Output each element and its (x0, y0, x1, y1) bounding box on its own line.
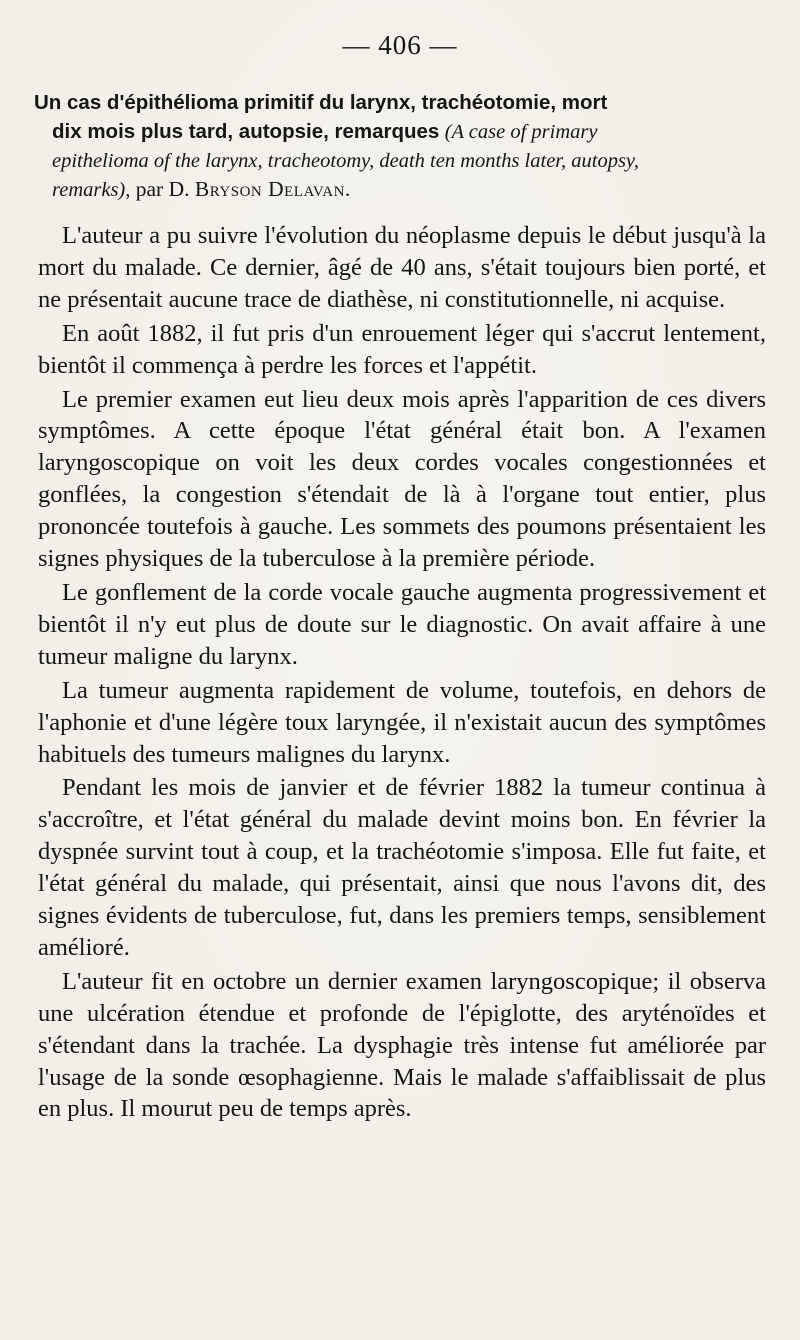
paragraph-6: Pendant les mois de janvier et de février 1882 la tumeur continua à s'accroître, et l'état général du malade devint moins bon. En février la dyspnée survint tout à coup, et la trachéotomie s'imposa. Elle fut faite, et l'état général du malade, qui présentait, ainsi que nous l'avons dit, des signes évidents de tuberculose, fut, dans les premiers temps, sensiblement amélioré. (38, 774, 766, 961)
paragraph-2: En août 1882, il fut pris d'un enrouement léger qui s'accrut lentement, bientôt il commença à perdre les forces et l'appétit. (38, 319, 766, 379)
paragraph-3: Le premier examen eut lieu deux mois après l'apparition de ces divers symptômes. A cette époque l'état général était bon. A l'examen laryngoscopique on voit les deux cordes vocales congestionnées et gonflées, la congestion s'étendait de là à l'organe tout entier, plus prononcée toutefois à gauche. Les sommets des poumons présentaient les signes physiques de la tuberculose à la première période. (38, 385, 766, 573)
heading-title-part-1: Un cas d'épithélioma primitif du larynx, trachéotomie, mort (34, 91, 608, 114)
paragraph-4: Le gonflement de la corde vocale gauche augmenta progressivement et bientôt il n'y eut plus de doute sur le diagnostic. On avait affaire à une tumeur maligne du larynx. (38, 578, 766, 670)
page-number: — 406 — (342, 30, 458, 60)
heading-title-part-2: dix mois plus tard, autopsie, remarques (52, 120, 440, 143)
heading-english-title-part-1: (A case of primary (444, 121, 598, 143)
paragraph-7: L'auteur fit en octobre un dernier examen laryngoscopique; il observa une ulcération étendue et profonde de l'épiglotte, des aryténoïdes et s'étendant dans la trachée. La dysphagie très intense fut améliorée par l'usage de la sonde œsophagienne. Mais le malade s'affaiblissait de plus en plus. Il mourut peu de temps après. (38, 967, 766, 1123)
article-body (38, 220, 766, 1127)
paragraph-5: La tumeur augmenta rapidement de volume, toutefois, en dehors de l'aphonie et d'une légère toux laryngée, il n'existait aucun des symptômes habituels des tumeurs malignes du larynx. (38, 676, 766, 768)
heading-by: par D. (135, 177, 190, 201)
heading-english-title-part-2: epithelioma of the larynx, tracheotomy, death ten months later, autopsy, (52, 150, 640, 172)
heading-english-title-part-3: remarks), (52, 179, 131, 201)
heading-author: Bryson Delavan. (194, 177, 351, 201)
article-heading (34, 88, 766, 204)
paragraph-1: L'auteur a pu suivre l'évolution du néoplasme depuis le début jusqu'à la mort du malade. Ce dernier, âgé de 40 ans, s'était toujours bien porté, et ne présentait aucune trace de diathèse, ni constitutionnelle, ni acquise. (38, 222, 766, 313)
